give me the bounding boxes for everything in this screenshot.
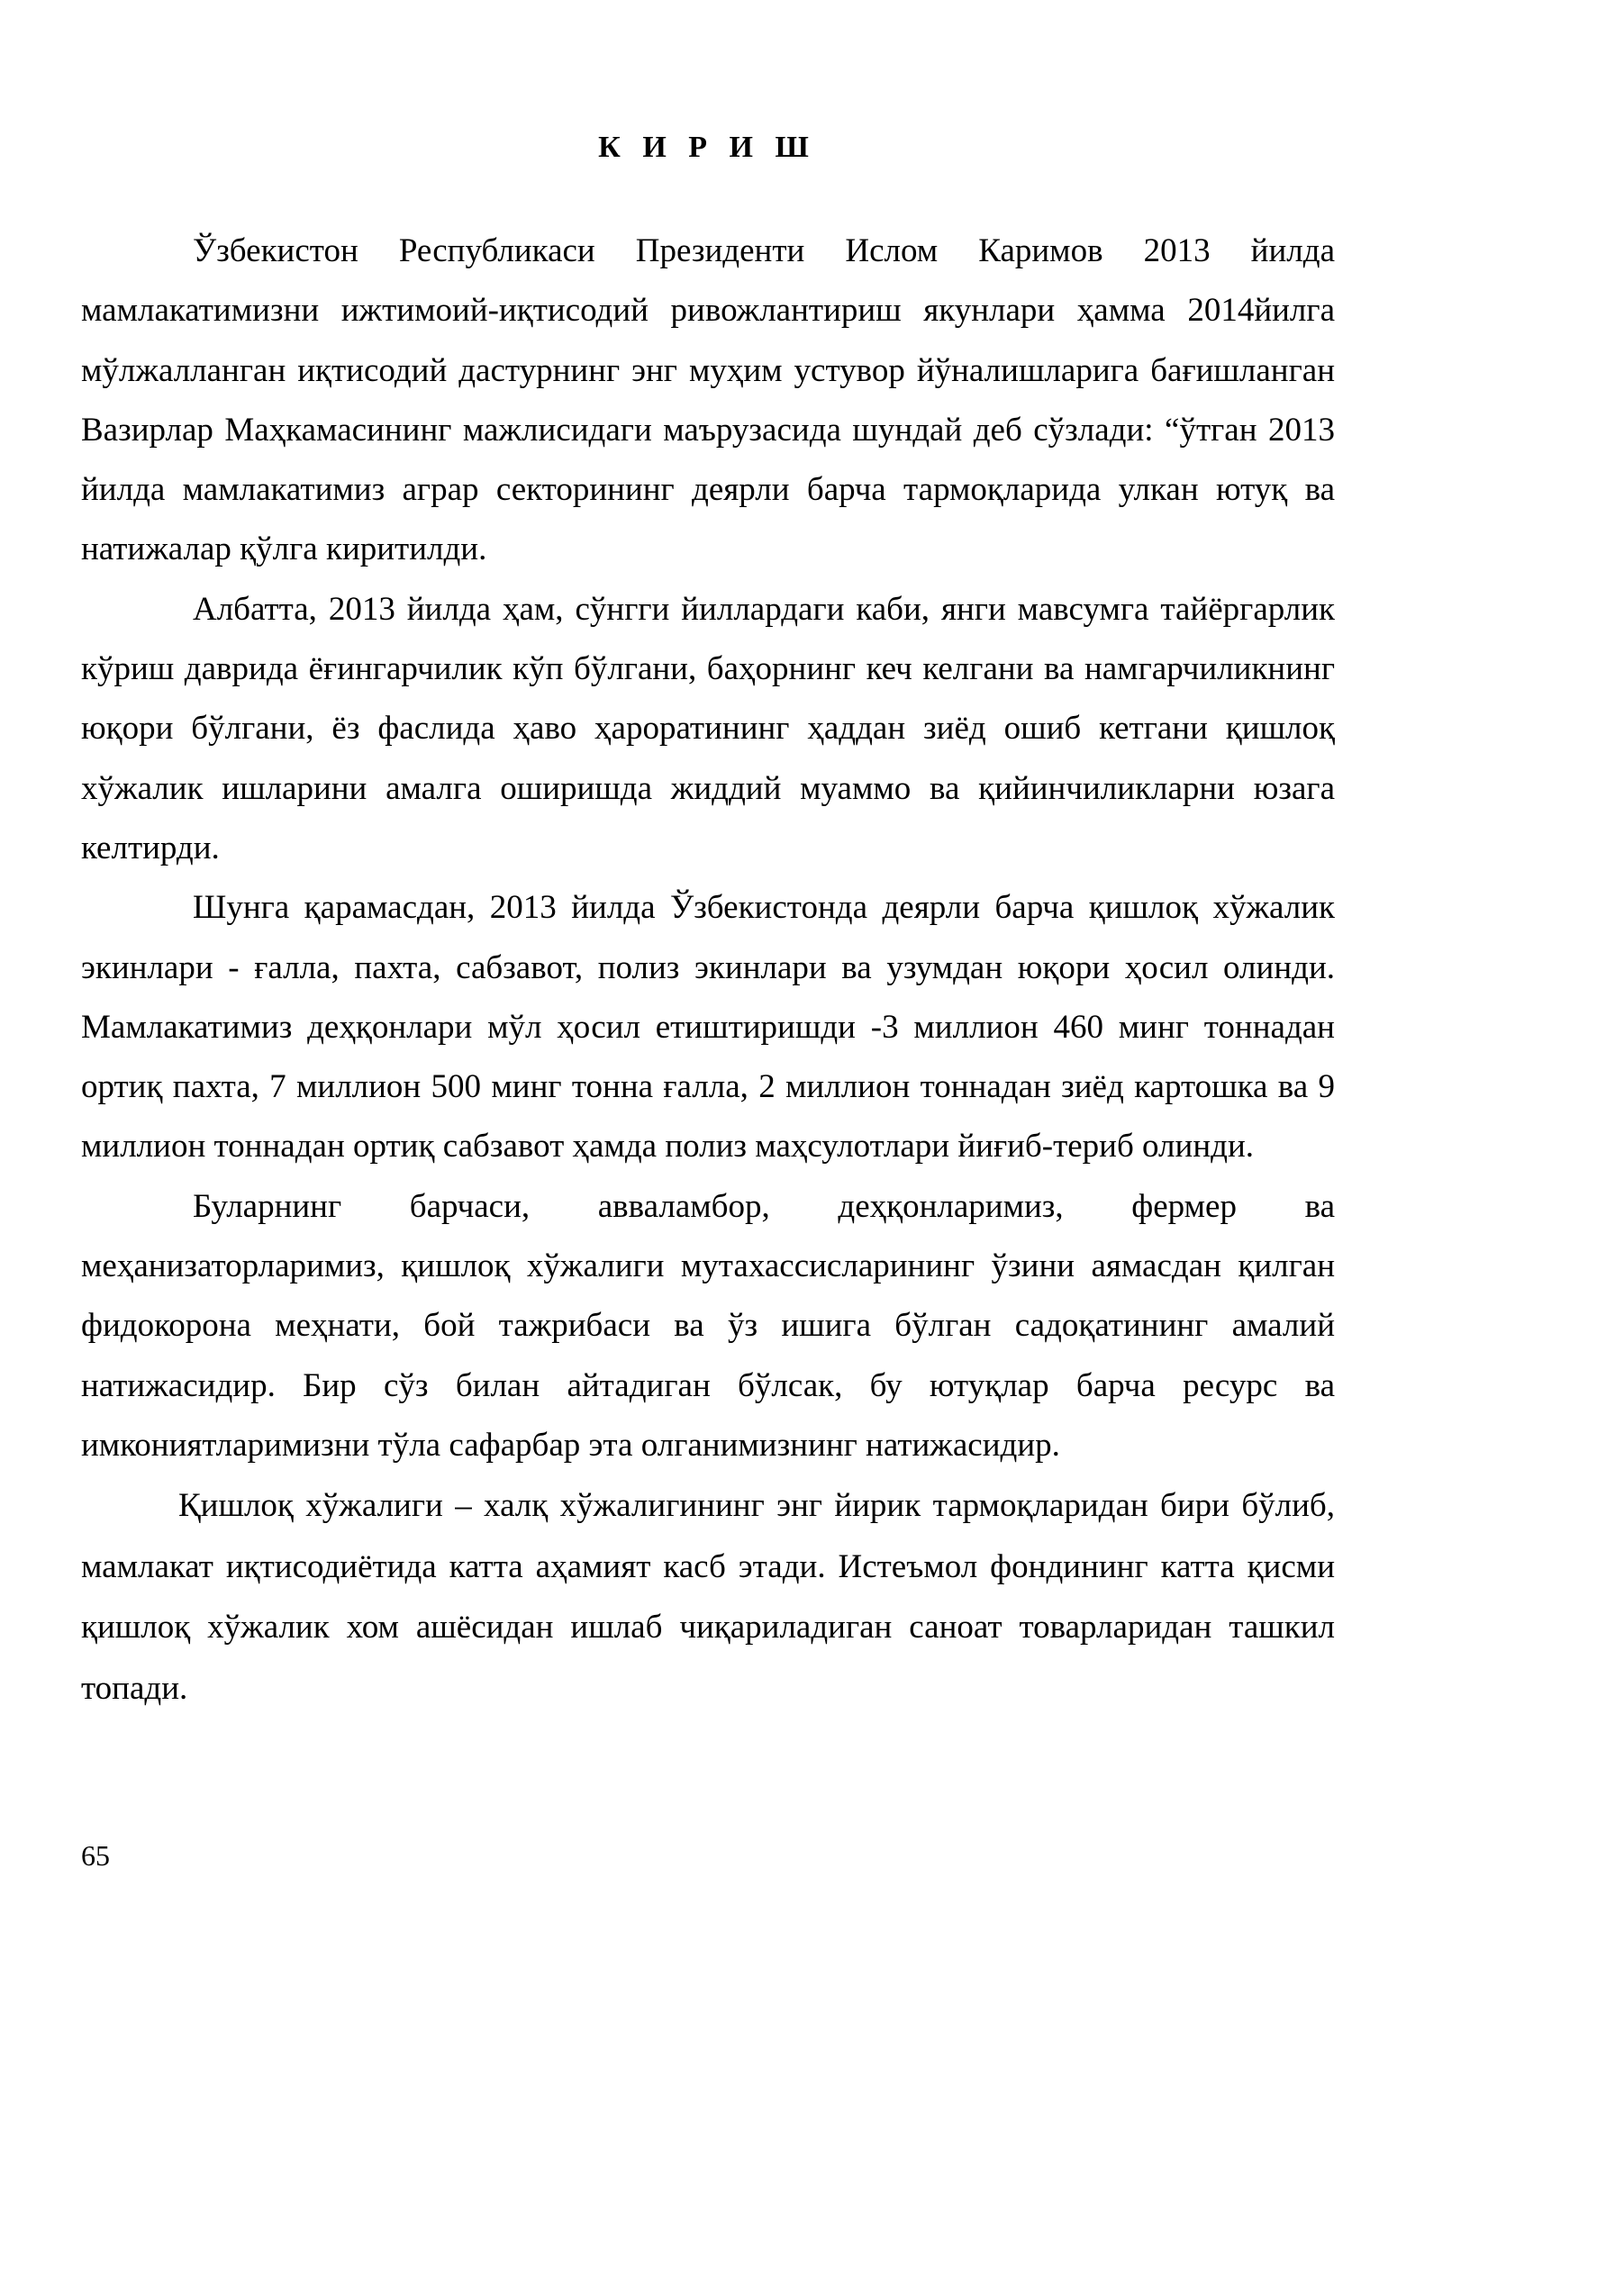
document-body bbox=[81, 222, 1335, 1719]
paragraph-3: Шунга қарамасдан, 2013 йилда Ўзбекистонда деярли барча қишлоқ хўжалик экинлари - ғалла, пахта, сабзавот, полиз экинлари ва узумдан юқори ҳосил олинди. Мамлакатимиз деҳқонлари мўл ҳосил етиштиришди -3 миллион 460 минг тоннадан ортиқ пахта, 7 миллион 500 минг тонна ғалла, 2 миллион тоннадан зиёд картошка ва 9 миллион тоннадан ортиқ сабзавот ҳамда полиз маҳсулотлари йиғиб-териб олинди. bbox=[81, 889, 1335, 1166]
paragraph-5: Қишлоқ хўжалиги – халқ хўжалигининг энг йирик тармоқларидан бири бўлиб, мамлакат иқтисодиётида катта аҳамият касб этади. Истеъмол фондининг катта қисми қишлоқ хўжалик хом ашёсидан ишлаб чиқариладиган саноат товарларидан ташкил топади. bbox=[81, 1487, 1335, 1707]
paragraph-1: Ўзбекистон Республикаси Президенти Ислом Каримов 2013 йилда мамлакатимизни ижтимоий-иқтисодий ривожлантириш якунлари ҳамма 2014йилга мўлжалланган иқтисодий дастурнинг энг муҳим устувор йўналишларига бағишланган Вазирлар Маҳкамасининг мажлисидаги маърузасида шундай деб сўзлади: “ўтган 2013 йилда мамлакатимиз аграр секторининг деярли барча тармоқларида улкан ютуқ ва натижалар қўлга киритилди. bbox=[81, 232, 1335, 568]
paragraph-4: Буларнинг барчаси, авваламбор, деҳқонларимиз, фермер ва меҳанизаторларимиз, қишлоқ хўжалиги мутахассисларининг ўзини аямасдан қилган фидокорона меҳнати, бой тажрибаси ва ўз ишига бўлган садоқатининг амалий натижасидир. Бир сўз билан айтадиган бўлсак, бу ютуқлар барча ресурс ва имкониятларимизни тўла сафарбар эта олганимизнинг натижасидир. bbox=[81, 1187, 1335, 1464]
paragraph-2: Албатта, 2013 йилда ҳам, сўнгги йиллардаги каби, янги мавсумга тайёргарлик кўриш даврида ёғингарчилик кўп бўлгани, баҳорнинг кеч келгани ва намгарчиликнинг юқори бўлгани, ёз фаслида ҳаво ҳароратининг ҳаддан зиёд ошиб кетгани қишлоқ хўжалик ишларини амалга оширишда жиддий муаммо ва қийинчиликларни юзага келтирди. bbox=[81, 590, 1335, 866]
page-title: К И Р И Ш bbox=[598, 131, 816, 164]
page-number: 65 bbox=[81, 1839, 110, 1872]
